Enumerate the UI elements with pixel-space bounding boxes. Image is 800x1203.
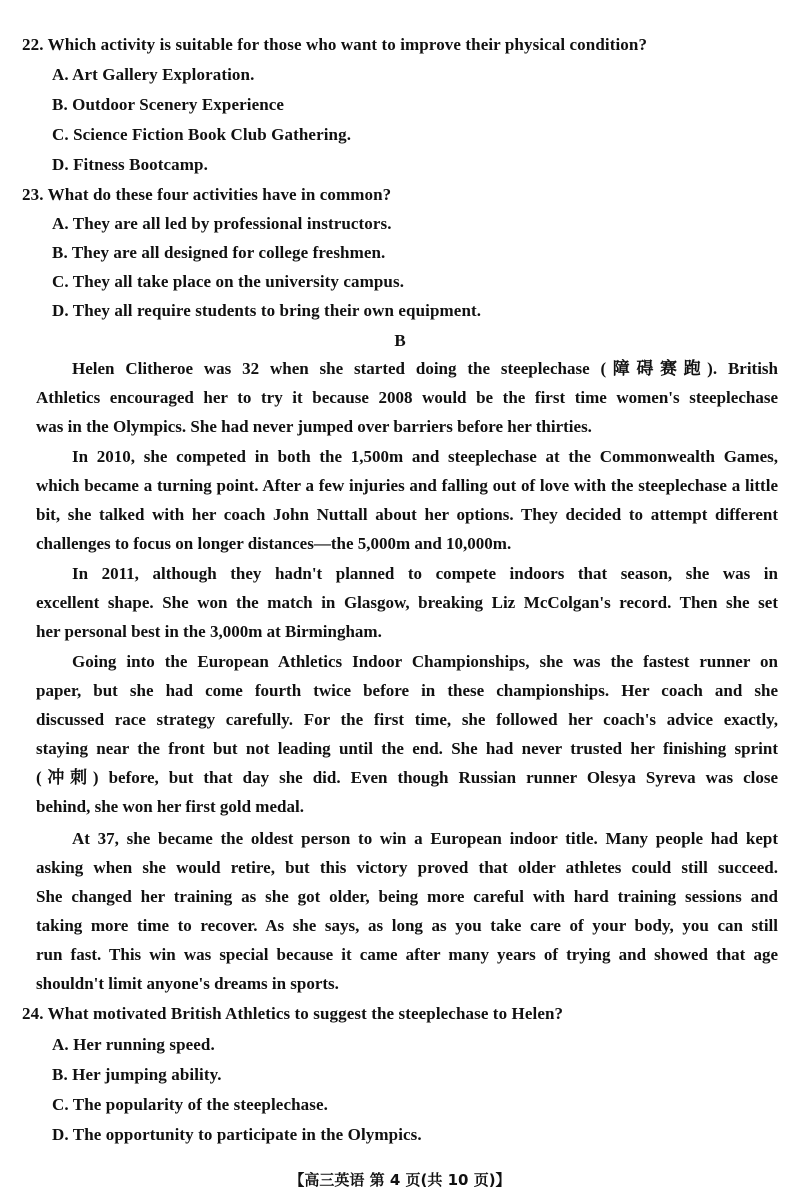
passage-line: In 2011, although they hadn't planned to compete indoors that season, she was in	[72, 564, 778, 583]
page-footer: 【高三英语 第 4 页(共 10 页)】	[289, 1171, 511, 1189]
passage-line: At 37, she became the oldest person to win a European indoor title. Many people had kept	[72, 829, 778, 848]
question-24-option-c: C. The popularity of the steeplechase.	[52, 1095, 328, 1114]
question-23-stem: 23. What do these four activities have in common?	[22, 185, 392, 204]
question-24-option-b: B. Her jumping ability.	[52, 1065, 222, 1084]
passage-line: bit, she talked with her coach John Nuttall about her options. They decided to attempt different	[36, 505, 778, 524]
passage-line: challenges to focus on longer distances—the 5,000m and 10,000m.	[36, 534, 512, 553]
section-title: B	[394, 331, 406, 350]
passage-line: paper, but she had come fourth twice before in these championships. Her coach and she	[36, 681, 778, 700]
passage-line: discussed race strategy carefully. For the first time, she followed her coach's advice exactly,	[36, 710, 778, 729]
passage-line: taking more time to recover. As she says, as long as you take care of your body, you can still	[36, 916, 778, 935]
passage-line: Helen Clitheroe was 32 when she started doing the steeplechase (障碍赛跑). British	[72, 359, 778, 378]
passage-line: Going into the European Athletics Indoor Championships, she was the fastest runner on	[72, 652, 778, 671]
passage-line: which became a turning point. After a few injuries and falling out of love with the steeplechase a little	[36, 476, 778, 495]
question-22-option-c: C. Science Fiction Book Club Gathering.	[52, 125, 352, 144]
passage-line: run fast. This win was special because it came after many years of trying and showed that age	[36, 945, 778, 964]
question-24-stem: 24. What motivated British Athletics to suggest the steeplechase to Helen?	[22, 1004, 564, 1023]
passage-line: was in the Olympics. She had never jumped over barriers before her thirties.	[36, 417, 592, 436]
passage-line: behind, she won her first gold medal.	[36, 797, 304, 816]
passage-line: asking when she would retire, but this victory proved that older athletes could still succeed.	[36, 858, 778, 877]
question-22-stem: 22. Which activity is suitable for those who want to improve their physical condition?	[22, 35, 648, 54]
question-23-option-c: C. They all take place on the university campus.	[52, 272, 405, 291]
question-24-option-d: D. The opportunity to participate in the Olympics.	[52, 1125, 422, 1144]
question-22-option-d: D. Fitness Bootcamp.	[52, 155, 208, 174]
passage-line: staying near the front but not leading until the end. She had never trusted her finishing sprint	[36, 739, 778, 758]
passage-line: Athletics encouraged her to try it because 2008 would be the first time women's steeplechase	[36, 388, 778, 407]
passage-line: (冲刺) before, but that day she did. Even though Russian runner Olesya Syreva was close	[36, 768, 778, 787]
question-22-option-b: B. Outdoor Scenery Experience	[52, 95, 285, 114]
question-24-option-a: A. Her running speed.	[52, 1035, 215, 1054]
passage-line: shouldn't limit anyone's dreams in sports.	[36, 974, 339, 993]
passage-line: She changed her training as she got older, being more careful with hard training sessions and	[36, 887, 778, 906]
question-23-option-d: D. They all require students to bring their own equipment.	[52, 301, 482, 320]
question-23-option-b: B. They are all designed for college freshmen.	[52, 243, 386, 262]
question-23-option-a: A. They are all led by professional instructors.	[52, 214, 392, 233]
passage-line: her personal best in the 3,000m at Birmingham.	[36, 622, 382, 641]
passage-line: In 2010, she competed in both the 1,500m and steeplechase at the Commonwealth Games,	[72, 447, 778, 466]
passage-line: excellent shape. She won the match in Glasgow, breaking Liz McColgan's record. Then she set	[36, 593, 778, 612]
question-22-option-a: A. Art Gallery Exploration.	[52, 65, 255, 84]
